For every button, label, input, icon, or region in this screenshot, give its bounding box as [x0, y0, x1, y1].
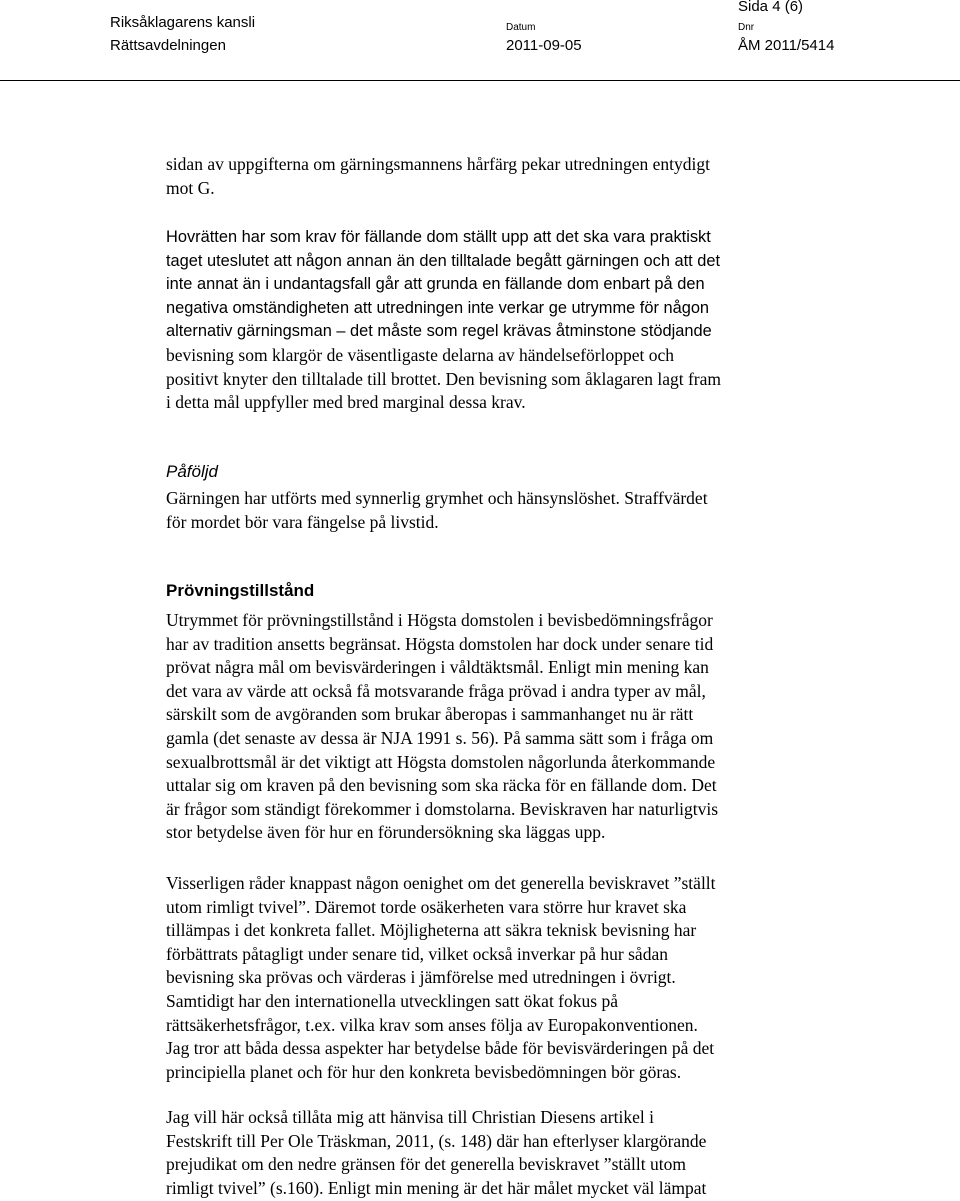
section-provning	[166, 579, 826, 603]
paragraph-4-block	[166, 609, 826, 845]
date-label: Datum	[506, 22, 536, 33]
paragraph-5-block	[166, 872, 826, 1084]
section-heading-pafoljd: Påföljd	[166, 462, 218, 481]
dnr-value: ÅM 2011/5414	[738, 37, 835, 54]
page-number: Sida 4 (6)	[738, 0, 804, 15]
section-pafoljd	[166, 460, 826, 484]
paragraph-4: Utrymmet för prövningstillstånd i Högsta domstolen i bevisbedömningsfrågor har av tradition ansetts begränsat. Högsta domstolen har dock under senare tid prövat några mål om bevisvärderingen i våldtäktsmål. Enligt min mening kan det vara av värde att också få motsvarande fråga prövad i andra typer av mål, särskilt som de avgöranden som brukar åberopas i sammanhanget nu är rätt gamla (det senaste av dessa är NJA 1991 s. 56). På samma sätt som i fråga om sexualbrottsmål är det viktigt att Högsta domstolen någorlunda återkommande uttalar sig om kraven på den bevisning som ska räcka för en fällande dom. Det är frågor som ständigt förekommer i domstolarna. Beviskraven har naturligtvis stor betydelse även för hur en förundersökning ska läggas upp.	[166, 610, 719, 843]
paragraph-2-block	[166, 226, 826, 415]
paragraph-6-block	[166, 1106, 826, 1200]
paragraph-1: sidan av uppgifterna om gärningsmannens hårfärg pekar utredningen entydigt mot G.	[166, 154, 710, 198]
organization-name: Riksåklagarens kansli	[110, 14, 256, 31]
paragraph-5: Visserligen råder knappast någon oenighet om det generella beviskravet ”ställt utom rimligt tvivel”. Däremot torde osäkerheten vara större hur kravet ska tillämpas i det konkreta fallet. Möjligheterna att säkra teknisk bevisning har förbättrats påtagligt under senare tid, vilket också inverkar på hur sådan bevisning ska prövas och värderas i jämförelse med utredningen i övrigt. Samtidigt har den internationella utvecklingen satt ökat fokus på rättsäkerhetsfrågor, t.ex. vilka krav som anses följa av Europakonventionen. Jag tror att båda dessa aspekter har betydelse både för bevisvärderingen på det principiella planet och för hur den konkreta bevisbedömningen bör göras.	[166, 873, 716, 1082]
header-divider	[0, 80, 960, 81]
paragraph-2-part-a: Hovrätten har som krav för fällande dom ställt upp att det ska vara praktiskt taget uteslutet att någon annan än den tilltalade begått gärningen och att det inte annat än i undantagsfall går att grunda en fällande dom enbart på den negativa omständigheten att utredningen inte verkar ge utrymme för någon alternativ gärningsman – det måste som regel krävas åtminstone stödjande	[166, 228, 721, 341]
section-heading-provningstillstand: Prövningstillstånd	[166, 581, 315, 600]
department-name: Rättsavdelningen	[110, 37, 226, 54]
date-value: 2011-09-05	[506, 37, 582, 54]
paragraph-3-block	[166, 487, 826, 534]
paragraph-3: Gärningen har utförts med synnerlig grymhet och hänsynslöshet. Straffvärdet för mordet bör vara fängelse på livstid.	[166, 488, 708, 532]
document-body	[166, 153, 826, 200]
paragraph-2-part-b: bevisning som klargör de väsentligaste delarna av händelseförloppet och positivt knyter den tilltalade till brottet. Den bevisning som åklagaren lagt fram i detta mål uppfyller med bred marginal dessa krav.	[166, 344, 722, 413]
paragraph-6: Jag vill här också tillåta mig att hänvisa till Christian Diesens artikel i Festskrift till Per Ole Träskman, 2011, (s. 148) där han efterlyser klargörande prejudikat om den nedre gränsen för det generella beviskravet ”ställt utom rimligt tvivel” (s.160). Enligt min mening är det här målet mycket väl lämpat	[166, 1107, 707, 1198]
dnr-label: Dnr	[738, 22, 755, 33]
